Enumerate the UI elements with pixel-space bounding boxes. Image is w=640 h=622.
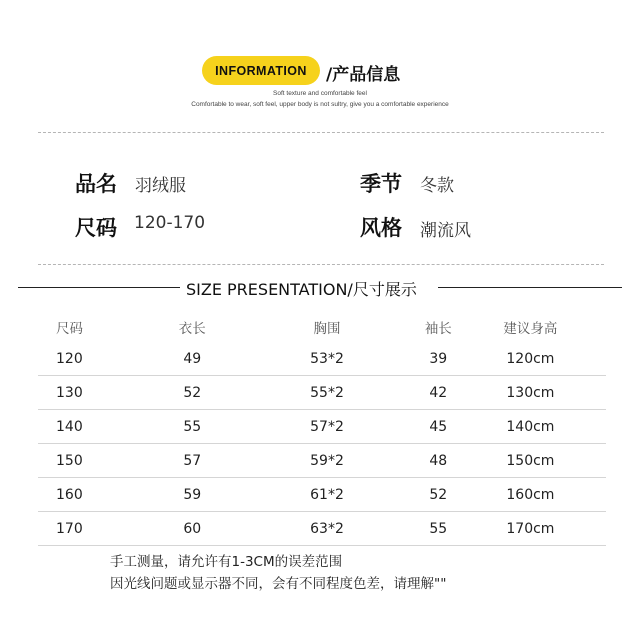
cell-sleeve: 39 bbox=[422, 342, 455, 376]
cell-size: 140 bbox=[38, 410, 152, 444]
col-header-size: 尺码 bbox=[56, 321, 83, 337]
cell-size: 120 bbox=[38, 342, 152, 376]
cell-sleeve: 48 bbox=[422, 444, 455, 478]
style-label: 风格 bbox=[360, 216, 402, 240]
table-row bbox=[38, 410, 606, 444]
size-presentation-heading bbox=[18, 277, 622, 299]
cell-chest: 55*2 bbox=[232, 376, 422, 410]
col-header-length: 衣长 bbox=[178, 321, 206, 337]
cell-height: 130cm bbox=[455, 376, 606, 410]
name-value: 羽绒服 bbox=[135, 176, 186, 196]
size-value: 120-170 bbox=[134, 213, 206, 233]
size-label: 尺码 bbox=[75, 216, 117, 240]
cell-sleeve: 42 bbox=[422, 376, 455, 410]
cell-chest: 59*2 bbox=[232, 444, 422, 478]
measurement-note: 手工测量，请允许有1-3CM的误差范围 bbox=[110, 554, 343, 570]
size-presentation-title: SIZE PRESENTATION/尺寸展示 bbox=[186, 280, 417, 299]
middle-divider bbox=[38, 264, 604, 265]
heading-rule-right bbox=[438, 287, 622, 288]
cell-chest: 63*2 bbox=[232, 512, 422, 546]
cell-height: 170cm bbox=[455, 512, 606, 546]
cell-length: 60 bbox=[152, 512, 232, 546]
season-value: 冬款 bbox=[420, 176, 454, 196]
cell-height: 150cm bbox=[455, 444, 606, 478]
col-header-height: 建议身高 bbox=[503, 321, 558, 337]
cell-length: 55 bbox=[152, 410, 232, 444]
col-header-sleeve: 袖长 bbox=[424, 321, 452, 337]
color-difference-note: 因光线问题或显示器不同，会有不同程度色差，请理解"" bbox=[110, 576, 447, 592]
cell-length: 52 bbox=[152, 376, 232, 410]
cell-height: 140cm bbox=[455, 410, 606, 444]
cell-sleeve: 55 bbox=[422, 512, 455, 546]
table-row bbox=[38, 444, 606, 478]
table-row bbox=[38, 478, 606, 512]
season-label: 季节 bbox=[360, 172, 402, 196]
col-header-chest: 胸围 bbox=[313, 321, 341, 337]
tagline-primary: Soft texture and comfortable feel bbox=[273, 90, 367, 97]
cell-height: 160cm bbox=[455, 478, 606, 512]
cell-length: 59 bbox=[152, 478, 232, 512]
cell-length: 49 bbox=[152, 342, 232, 376]
cell-sleeve: 45 bbox=[422, 410, 455, 444]
information-badge: INFORMATION bbox=[202, 56, 320, 85]
size-table bbox=[38, 312, 606, 546]
style-value: 潮流风 bbox=[420, 221, 471, 241]
cell-chest: 57*2 bbox=[232, 410, 422, 444]
header-title: /产品信息 bbox=[326, 65, 401, 85]
heading-rule-left bbox=[18, 287, 180, 288]
cell-size: 150 bbox=[38, 444, 152, 478]
info-header bbox=[0, 52, 640, 88]
cell-size: 160 bbox=[38, 478, 152, 512]
cell-size: 170 bbox=[38, 512, 152, 546]
cell-chest: 53*2 bbox=[232, 342, 422, 376]
cell-sleeve: 52 bbox=[422, 478, 455, 512]
tagline-secondary: Comfortable to wear, soft feel, upper body is not sultry, give you a comfortable experience bbox=[191, 101, 449, 108]
cell-height: 120cm bbox=[455, 342, 606, 376]
cell-size: 130 bbox=[38, 376, 152, 410]
table-row bbox=[38, 512, 606, 546]
cell-length: 57 bbox=[152, 444, 232, 478]
name-label: 品名 bbox=[75, 172, 117, 196]
table-row bbox=[38, 342, 606, 376]
top-divider bbox=[38, 132, 604, 133]
cell-chest: 61*2 bbox=[232, 478, 422, 512]
table-row bbox=[38, 376, 606, 410]
size-table-header-row bbox=[38, 312, 606, 342]
